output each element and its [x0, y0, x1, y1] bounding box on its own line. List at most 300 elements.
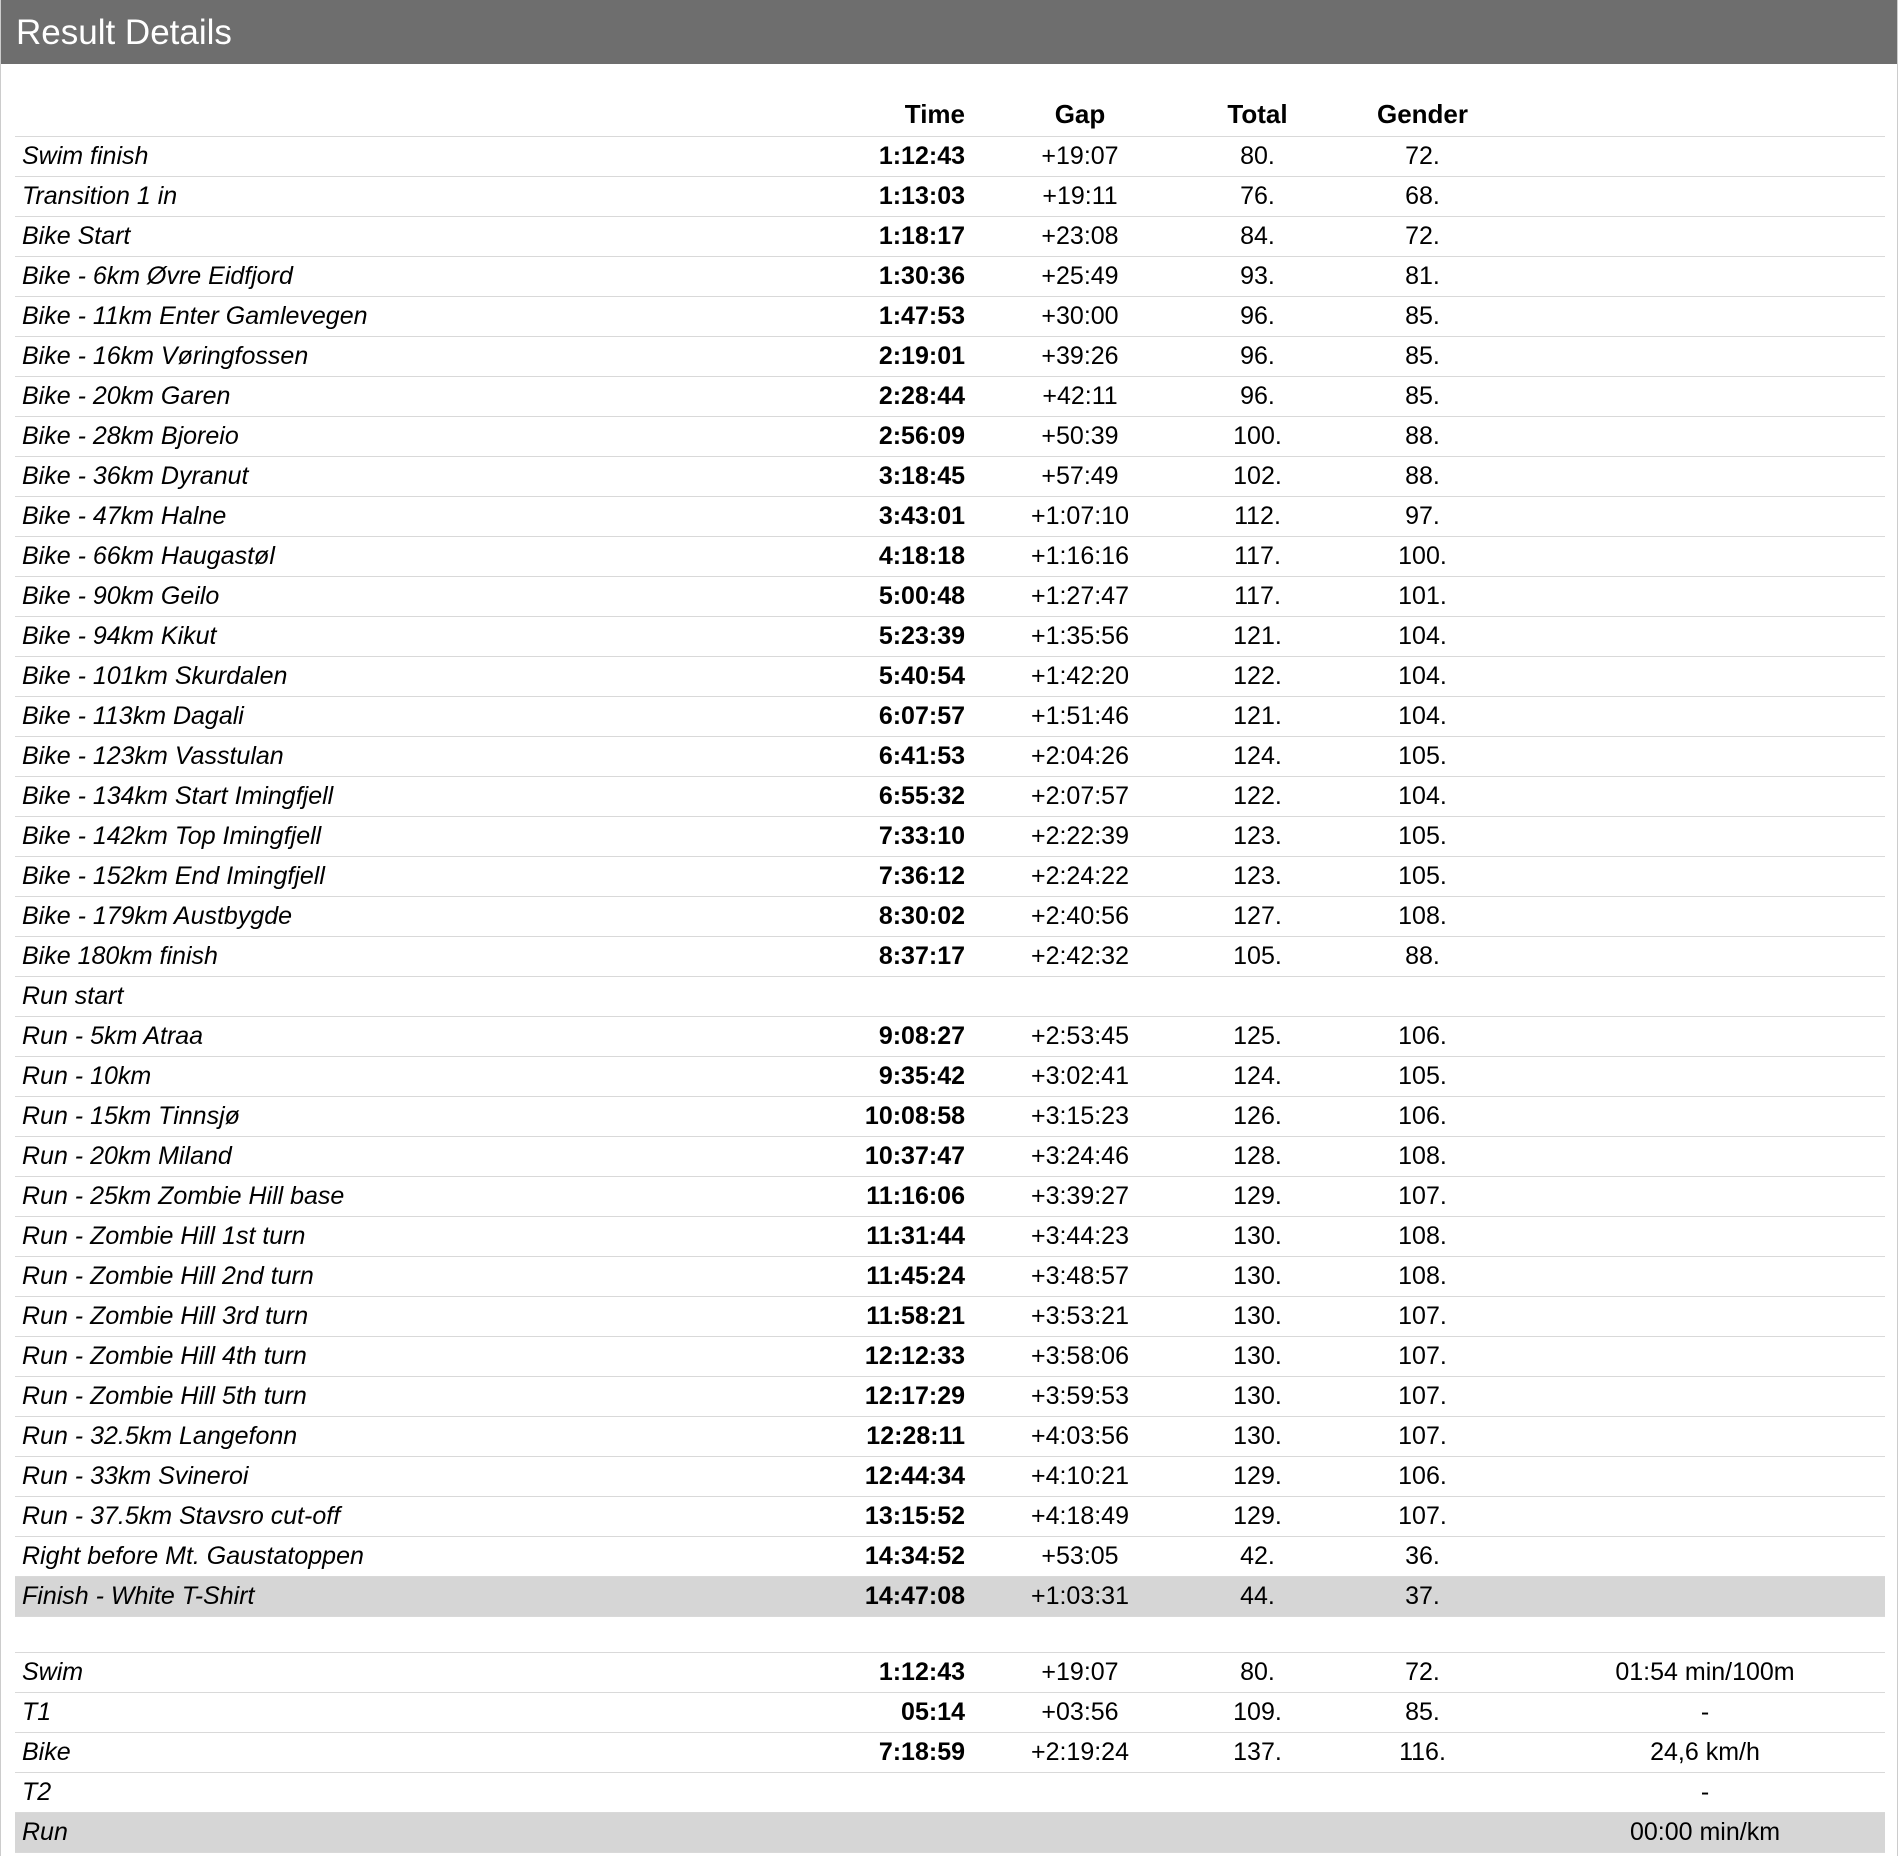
split-total-rank: 121. — [1195, 697, 1320, 737]
split-total-rank: 44. — [1195, 1577, 1320, 1617]
split-total-rank: 123. — [1195, 857, 1320, 897]
column-header-gender: Gender — [1320, 88, 1525, 137]
split-gap: +50:39 — [965, 417, 1195, 457]
split-gender-rank: 105. — [1320, 737, 1525, 777]
split-time: 1:18:17 — [835, 217, 965, 257]
split-label: Transition 1 in — [15, 177, 835, 217]
split-total-rank: 112. — [1195, 497, 1320, 537]
split-gap: +1:42:20 — [965, 657, 1195, 697]
split-total-rank: 124. — [1195, 1057, 1320, 1097]
split-label: Run - Zombie Hill 5th turn — [15, 1377, 835, 1417]
split-label: Bike 180km finish — [15, 937, 835, 977]
split-total-rank: 127. — [1195, 897, 1320, 937]
split-gap — [965, 977, 1195, 1017]
leg-gap: +2:19:24 — [965, 1733, 1195, 1773]
split-label: Bike Start — [15, 217, 835, 257]
split-extra — [1525, 817, 1885, 857]
split-gender-rank: 68. — [1320, 177, 1525, 217]
split-time: 11:45:24 — [835, 1257, 965, 1297]
split-row — [15, 897, 1885, 937]
leg-label: T1 — [15, 1693, 835, 1733]
split-extra — [1525, 777, 1885, 817]
split-time: 6:41:53 — [835, 737, 965, 777]
split-row — [15, 417, 1885, 457]
split-extra — [1525, 1337, 1885, 1377]
split-row — [15, 577, 1885, 617]
split-extra — [1525, 457, 1885, 497]
split-gap: +3:24:46 — [965, 1137, 1195, 1177]
split-gender-rank: 108. — [1320, 1257, 1525, 1297]
split-label: Run - 15km Tinnsjø — [15, 1097, 835, 1137]
leg-time: 7:18:59 — [835, 1733, 965, 1773]
split-gender-rank: 100. — [1320, 537, 1525, 577]
split-total-rank: 76. — [1195, 177, 1320, 217]
split-row — [15, 1257, 1885, 1297]
split-extra — [1525, 1177, 1885, 1217]
split-time: 12:12:33 — [835, 1337, 965, 1377]
splits-body — [15, 137, 1885, 1617]
split-gender-rank: 108. — [1320, 1137, 1525, 1177]
split-total-rank: 128. — [1195, 1137, 1320, 1177]
split-total-rank: 130. — [1195, 1377, 1320, 1417]
split-row — [15, 857, 1885, 897]
split-gap: +3:44:23 — [965, 1217, 1195, 1257]
split-gap: +3:02:41 — [965, 1057, 1195, 1097]
split-time: 5:23:39 — [835, 617, 965, 657]
split-total-rank: 122. — [1195, 777, 1320, 817]
split-label: Bike - 66km Haugastøl — [15, 537, 835, 577]
split-total-rank: 117. — [1195, 577, 1320, 617]
leg-row — [15, 1693, 1885, 1733]
split-gender-rank: 85. — [1320, 297, 1525, 337]
split-total-rank — [1195, 977, 1320, 1017]
split-label: Bike - 94km Kikut — [15, 617, 835, 657]
split-time: 1:13:03 — [835, 177, 965, 217]
split-row — [15, 977, 1885, 1017]
split-row — [15, 497, 1885, 537]
split-label: Run - Zombie Hill 2nd turn — [15, 1257, 835, 1297]
column-header-total: Total — [1195, 88, 1320, 137]
split-label: Run - Zombie Hill 4th turn — [15, 1337, 835, 1377]
split-gender-rank: 106. — [1320, 1457, 1525, 1497]
split-gender-rank: 104. — [1320, 697, 1525, 737]
split-total-rank: 122. — [1195, 657, 1320, 697]
split-extra — [1525, 1417, 1885, 1457]
split-gap: +25:49 — [965, 257, 1195, 297]
split-total-rank: 125. — [1195, 1017, 1320, 1057]
split-extra — [1525, 697, 1885, 737]
split-gender-rank — [1320, 977, 1525, 1017]
split-label: Bike - 47km Halne — [15, 497, 835, 537]
split-row — [15, 297, 1885, 337]
split-total-rank: 93. — [1195, 257, 1320, 297]
split-row — [15, 337, 1885, 377]
split-row — [15, 377, 1885, 417]
split-label: Bike - 6km Øvre Eidfjord — [15, 257, 835, 297]
leg-time: 05:14 — [835, 1693, 965, 1733]
split-row — [15, 257, 1885, 297]
split-label: Bike - 142km Top Imingfjell — [15, 817, 835, 857]
split-gap: +53:05 — [965, 1537, 1195, 1577]
split-time: 3:43:01 — [835, 497, 965, 537]
split-gap: +3:59:53 — [965, 1377, 1195, 1417]
split-label: Run start — [15, 977, 835, 1017]
split-label: Run - 32.5km Langefonn — [15, 1417, 835, 1457]
split-label: Bike - 20km Garen — [15, 377, 835, 417]
split-label: Bike - 11km Enter Gamlevegen — [15, 297, 835, 337]
split-extra — [1525, 1537, 1885, 1577]
split-label: Run - Zombie Hill 1st turn — [15, 1217, 835, 1257]
split-extra — [1525, 137, 1885, 177]
split-time: 9:35:42 — [835, 1057, 965, 1097]
leg-time — [835, 1773, 965, 1813]
split-label: Run - 37.5km Stavsro cut-off — [15, 1497, 835, 1537]
split-time: 10:08:58 — [835, 1097, 965, 1137]
split-gap: +3:53:21 — [965, 1297, 1195, 1337]
split-extra — [1525, 417, 1885, 457]
split-gap: +1:16:16 — [965, 537, 1195, 577]
split-gender-rank: 101. — [1320, 577, 1525, 617]
leg-pace: - — [1525, 1693, 1885, 1733]
split-gender-rank: 105. — [1320, 857, 1525, 897]
split-total-rank: 129. — [1195, 1497, 1320, 1537]
split-gap: +1:51:46 — [965, 697, 1195, 737]
split-gender-rank: 72. — [1320, 217, 1525, 257]
split-time: 11:31:44 — [835, 1217, 965, 1257]
split-time: 1:12:43 — [835, 137, 965, 177]
split-gender-rank: 105. — [1320, 1057, 1525, 1097]
split-gender-rank: 105. — [1320, 817, 1525, 857]
split-time: 7:33:10 — [835, 817, 965, 857]
split-gender-rank: 107. — [1320, 1417, 1525, 1457]
split-total-rank: 84. — [1195, 217, 1320, 257]
split-label: Swim finish — [15, 137, 835, 177]
split-gender-rank: 85. — [1320, 337, 1525, 377]
split-gender-rank: 104. — [1320, 657, 1525, 697]
split-total-rank: 105. — [1195, 937, 1320, 977]
split-total-rank: 42. — [1195, 1537, 1320, 1577]
split-row — [15, 617, 1885, 657]
leg-pace: 00:00 min/km — [1525, 1813, 1885, 1853]
leg-total-rank: 137. — [1195, 1733, 1320, 1773]
split-extra — [1525, 1137, 1885, 1177]
split-time: 12:44:34 — [835, 1457, 965, 1497]
split-total-rank: 130. — [1195, 1297, 1320, 1337]
split-extra — [1525, 617, 1885, 657]
split-time: 13:15:52 — [835, 1497, 965, 1537]
split-gap: +2:07:57 — [965, 777, 1195, 817]
split-time: 10:37:47 — [835, 1137, 965, 1177]
split-gender-rank: 88. — [1320, 457, 1525, 497]
split-extra — [1525, 1057, 1885, 1097]
split-row — [15, 737, 1885, 777]
split-total-rank: 130. — [1195, 1417, 1320, 1457]
split-gap: +4:10:21 — [965, 1457, 1195, 1497]
split-time: 11:16:06 — [835, 1177, 965, 1217]
split-gender-rank: 88. — [1320, 937, 1525, 977]
split-extra — [1525, 897, 1885, 937]
split-label: Finish - White T-Shirt — [15, 1577, 835, 1617]
split-total-rank: 121. — [1195, 617, 1320, 657]
legs-table — [15, 1653, 1885, 1853]
leg-gender-rank: 72. — [1320, 1653, 1525, 1693]
leg-gender-rank — [1320, 1773, 1525, 1813]
split-gap: +2:53:45 — [965, 1017, 1195, 1057]
split-label: Run - 20km Miland — [15, 1137, 835, 1177]
split-gap: +3:58:06 — [965, 1337, 1195, 1377]
split-row — [15, 1497, 1885, 1537]
split-gap: +19:07 — [965, 137, 1195, 177]
split-gap: +3:15:23 — [965, 1097, 1195, 1137]
split-time: 12:17:29 — [835, 1377, 965, 1417]
leg-label: Swim — [15, 1653, 835, 1693]
split-row — [15, 1377, 1885, 1417]
split-gender-rank: 107. — [1320, 1337, 1525, 1377]
leg-label: Run — [15, 1813, 835, 1853]
split-extra — [1525, 1457, 1885, 1497]
splits-table — [15, 88, 1885, 1617]
split-row — [15, 657, 1885, 697]
split-label: Bike - 16km Vøringfossen — [15, 337, 835, 377]
split-extra — [1525, 1097, 1885, 1137]
split-extra — [1525, 1497, 1885, 1537]
split-row — [15, 777, 1885, 817]
split-gap: +2:04:26 — [965, 737, 1195, 777]
leg-gap — [965, 1813, 1195, 1853]
split-gap: +57:49 — [965, 457, 1195, 497]
split-row — [15, 1017, 1885, 1057]
split-time: 11:58:21 — [835, 1297, 965, 1337]
split-time: 6:55:32 — [835, 777, 965, 817]
split-total-rank: 130. — [1195, 1337, 1320, 1377]
column-header-gap: Gap — [965, 88, 1195, 137]
split-extra — [1525, 1577, 1885, 1617]
split-time: 14:47:08 — [835, 1577, 965, 1617]
split-gender-rank: 107. — [1320, 1497, 1525, 1537]
split-row — [15, 1137, 1885, 1177]
leg-pace: 01:54 min/100m — [1525, 1653, 1885, 1693]
leg-gap — [965, 1773, 1195, 1813]
leg-label: Bike — [15, 1733, 835, 1773]
split-time: 5:00:48 — [835, 577, 965, 617]
split-time: 8:37:17 — [835, 937, 965, 977]
split-label: Bike - 123km Vasstulan — [15, 737, 835, 777]
column-header-extra — [1525, 88, 1885, 137]
split-gap: +1:03:31 — [965, 1577, 1195, 1617]
split-row — [15, 1097, 1885, 1137]
split-gap: +2:40:56 — [965, 897, 1195, 937]
split-total-rank: 96. — [1195, 377, 1320, 417]
split-time: 3:18:45 — [835, 457, 965, 497]
split-label: Run - 33km Svineroi — [15, 1457, 835, 1497]
leg-gap: +03:56 — [965, 1693, 1195, 1733]
split-total-rank: 102. — [1195, 457, 1320, 497]
split-gap: +2:24:22 — [965, 857, 1195, 897]
split-gender-rank: 36. — [1320, 1537, 1525, 1577]
split-total-rank: 129. — [1195, 1177, 1320, 1217]
split-gap: +1:35:56 — [965, 617, 1195, 657]
split-gap: +4:03:56 — [965, 1417, 1195, 1457]
split-extra — [1525, 177, 1885, 217]
split-row — [15, 177, 1885, 217]
split-gender-rank: 81. — [1320, 257, 1525, 297]
split-row — [15, 1577, 1885, 1617]
split-label: Run - 5km Atraa — [15, 1017, 835, 1057]
split-extra — [1525, 257, 1885, 297]
split-gender-rank: 106. — [1320, 1097, 1525, 1137]
leg-gender-rank: 85. — [1320, 1693, 1525, 1733]
column-header-label — [15, 88, 835, 137]
split-label: Bike - 90km Geilo — [15, 577, 835, 617]
panel-title: Result Details — [1, 0, 1897, 64]
split-time: 2:28:44 — [835, 377, 965, 417]
split-time: 9:08:27 — [835, 1017, 965, 1057]
leg-row — [15, 1733, 1885, 1773]
split-row — [15, 937, 1885, 977]
split-time: 7:36:12 — [835, 857, 965, 897]
split-gender-rank: 107. — [1320, 1377, 1525, 1417]
split-total-rank: 130. — [1195, 1257, 1320, 1297]
split-gender-rank: 107. — [1320, 1297, 1525, 1337]
split-extra — [1525, 857, 1885, 897]
split-label: Run - 25km Zombie Hill base — [15, 1177, 835, 1217]
split-row — [15, 1297, 1885, 1337]
split-extra — [1525, 577, 1885, 617]
split-gap: +42:11 — [965, 377, 1195, 417]
split-extra — [1525, 537, 1885, 577]
split-gender-rank: 88. — [1320, 417, 1525, 457]
split-time: 4:18:18 — [835, 537, 965, 577]
leg-row — [15, 1773, 1885, 1813]
split-extra — [1525, 497, 1885, 537]
split-gender-rank: 72. — [1320, 137, 1525, 177]
split-gap: +4:18:49 — [965, 1497, 1195, 1537]
split-row — [15, 457, 1885, 497]
split-row — [15, 817, 1885, 857]
split-gender-rank: 107. — [1320, 1177, 1525, 1217]
split-total-rank: 130. — [1195, 1217, 1320, 1257]
split-extra — [1525, 1017, 1885, 1057]
leg-total-rank — [1195, 1813, 1320, 1853]
leg-pace: - — [1525, 1773, 1885, 1813]
split-total-rank: 117. — [1195, 537, 1320, 577]
split-extra — [1525, 937, 1885, 977]
split-time: 14:34:52 — [835, 1537, 965, 1577]
split-gap: +1:27:47 — [965, 577, 1195, 617]
split-label: Bike - 101km Skurdalen — [15, 657, 835, 697]
split-label: Bike - 179km Austbygde — [15, 897, 835, 937]
split-row — [15, 697, 1885, 737]
split-time: 2:56:09 — [835, 417, 965, 457]
column-header-time: Time — [835, 88, 965, 137]
leg-gender-rank — [1320, 1813, 1525, 1853]
split-gap: +3:39:27 — [965, 1177, 1195, 1217]
leg-total-rank — [1195, 1773, 1320, 1813]
split-total-rank: 80. — [1195, 137, 1320, 177]
split-row — [15, 1057, 1885, 1097]
leg-row — [15, 1653, 1885, 1693]
split-gap: +39:26 — [965, 337, 1195, 377]
split-extra — [1525, 1257, 1885, 1297]
split-extra — [1525, 337, 1885, 377]
split-gender-rank: 108. — [1320, 1217, 1525, 1257]
split-row — [15, 1457, 1885, 1497]
leg-gap: +19:07 — [965, 1653, 1195, 1693]
split-row — [15, 137, 1885, 177]
split-row — [15, 1177, 1885, 1217]
split-row — [15, 537, 1885, 577]
split-time — [835, 977, 965, 1017]
split-time: 1:30:36 — [835, 257, 965, 297]
split-label: Bike - 28km Bjoreio — [15, 417, 835, 457]
split-label: Bike - 134km Start Imingfjell — [15, 777, 835, 817]
leg-time — [835, 1813, 965, 1853]
split-total-rank: 96. — [1195, 297, 1320, 337]
legs-body — [15, 1653, 1885, 1853]
split-label: Bike - 36km Dyranut — [15, 457, 835, 497]
leg-pace: 24,6 km/h — [1525, 1733, 1885, 1773]
split-gender-rank: 97. — [1320, 497, 1525, 537]
split-total-rank: 100. — [1195, 417, 1320, 457]
split-total-rank: 123. — [1195, 817, 1320, 857]
split-label: Run - Zombie Hill 3rd turn — [15, 1297, 835, 1337]
split-time: 8:30:02 — [835, 897, 965, 937]
split-extra — [1525, 737, 1885, 777]
leg-label: T2 — [15, 1773, 835, 1813]
split-gender-rank: 106. — [1320, 1017, 1525, 1057]
splits-header-row — [15, 88, 1885, 137]
split-time: 6:07:57 — [835, 697, 965, 737]
split-row — [15, 1537, 1885, 1577]
split-time: 2:19:01 — [835, 337, 965, 377]
split-extra — [1525, 1297, 1885, 1337]
split-gap: +23:08 — [965, 217, 1195, 257]
leg-gender-rank: 116. — [1320, 1733, 1525, 1773]
split-gender-rank: 104. — [1320, 777, 1525, 817]
leg-row — [15, 1813, 1885, 1853]
leg-total-rank: 109. — [1195, 1693, 1320, 1733]
split-row — [15, 1337, 1885, 1377]
split-gender-rank: 85. — [1320, 377, 1525, 417]
split-row — [15, 217, 1885, 257]
split-total-rank: 129. — [1195, 1457, 1320, 1497]
split-gap: +1:07:10 — [965, 497, 1195, 537]
split-label: Bike - 113km Dagali — [15, 697, 835, 737]
split-gap: +19:11 — [965, 177, 1195, 217]
split-row — [15, 1217, 1885, 1257]
split-gap: +3:48:57 — [965, 1257, 1195, 1297]
split-extra — [1525, 977, 1885, 1017]
split-time: 5:40:54 — [835, 657, 965, 697]
split-gender-rank: 37. — [1320, 1577, 1525, 1617]
split-gap: +30:00 — [965, 297, 1195, 337]
split-gender-rank: 104. — [1320, 617, 1525, 657]
split-extra — [1525, 657, 1885, 697]
split-label: Bike - 152km End Imingfjell — [15, 857, 835, 897]
split-extra — [1525, 1217, 1885, 1257]
leg-time: 1:12:43 — [835, 1653, 965, 1693]
split-row — [15, 1417, 1885, 1457]
split-total-rank: 126. — [1195, 1097, 1320, 1137]
split-total-rank: 96. — [1195, 337, 1320, 377]
split-label: Right before Mt. Gaustatoppen — [15, 1537, 835, 1577]
split-gender-rank: 108. — [1320, 897, 1525, 937]
leg-total-rank: 80. — [1195, 1653, 1320, 1693]
split-extra — [1525, 217, 1885, 257]
split-gap: +2:42:32 — [965, 937, 1195, 977]
split-total-rank: 124. — [1195, 737, 1320, 777]
split-label: Run - 10km — [15, 1057, 835, 1097]
